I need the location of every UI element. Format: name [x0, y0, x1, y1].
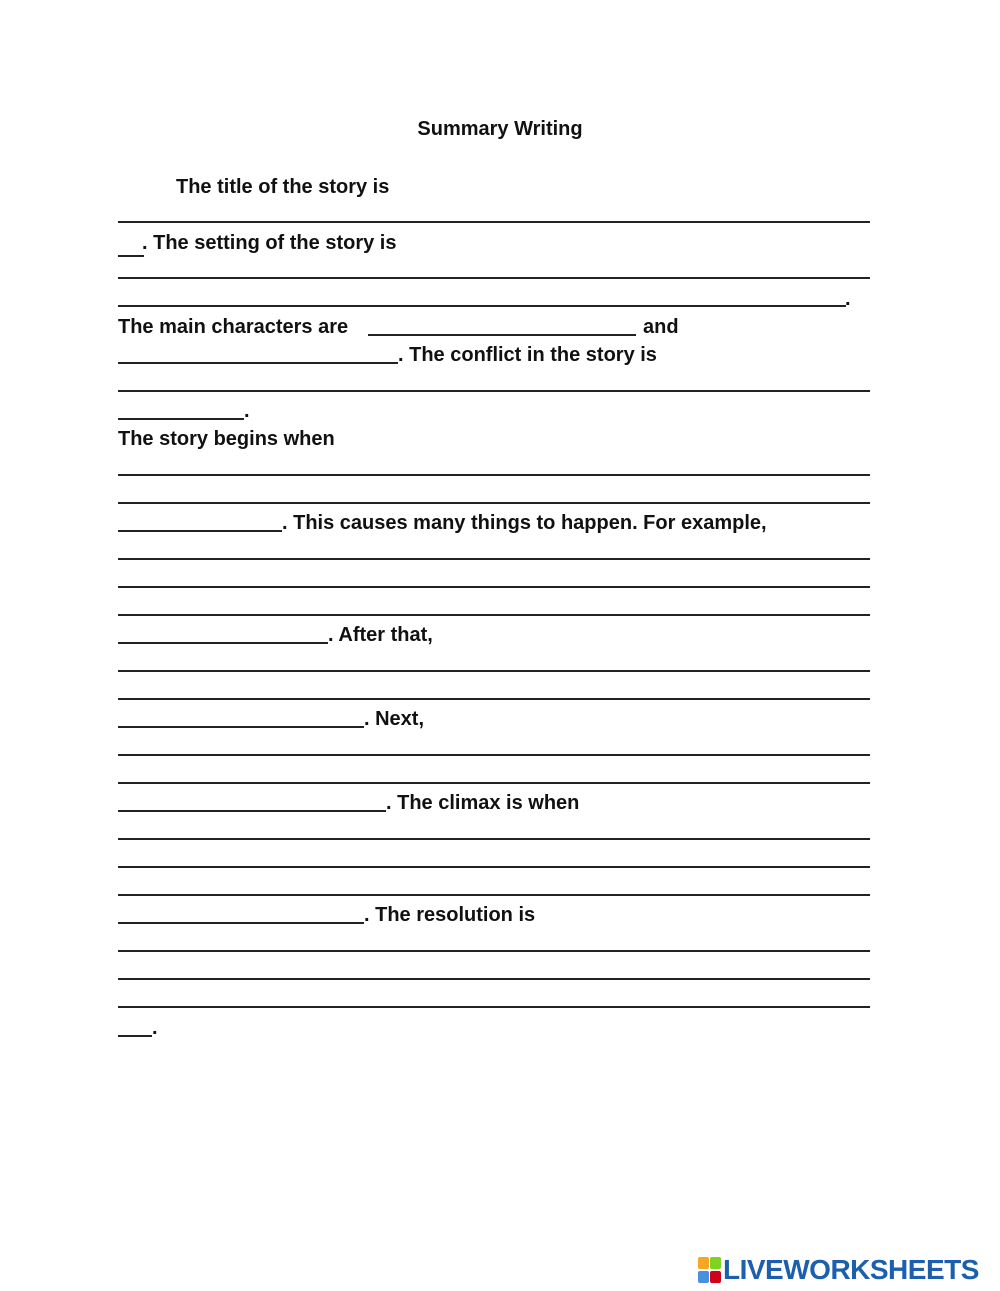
answer-blank[interactable]: [118, 614, 870, 616]
causes-label: . This causes many things to happen. For example,: [282, 512, 767, 534]
answer-blank[interactable]: [118, 782, 870, 784]
answer-blank[interactable]: [118, 754, 870, 756]
answer-blank[interactable]: [118, 362, 398, 364]
logo-wordmark: LIVEWORKSHEETS: [723, 1254, 979, 1285]
answer-blank[interactable]: [118, 950, 870, 952]
answer-blank[interactable]: [118, 922, 364, 924]
answer-blank[interactable]: [118, 1035, 152, 1037]
characters-label: The main characters are: [118, 316, 349, 338]
after-that-label: . After that,: [328, 624, 433, 646]
answer-blank[interactable]: [118, 221, 870, 223]
answer-blank[interactable]: [118, 390, 870, 392]
title-of-story-label: The title of the story is: [176, 176, 390, 198]
setting-label: . The setting of the story is: [142, 232, 397, 254]
conflict-label: . The conflict in the story is: [398, 344, 657, 366]
next-label: . Next,: [364, 708, 425, 730]
answer-blank[interactable]: [118, 558, 870, 560]
answer-blank[interactable]: [118, 1006, 870, 1008]
answer-blank[interactable]: [118, 277, 870, 279]
sentence-period: .: [152, 1017, 158, 1039]
answer-blank[interactable]: [118, 894, 870, 896]
climax-label: . The climax is when: [386, 792, 580, 814]
page-title: Summary Writing: [417, 118, 583, 140]
logo-block-2: [710, 1257, 721, 1269]
answer-blank[interactable]: [118, 474, 870, 476]
begins-label: The story begins when: [118, 428, 335, 450]
answer-blank[interactable]: [118, 255, 144, 257]
answer-blank[interactable]: [118, 670, 870, 672]
answer-blank[interactable]: [118, 838, 870, 840]
sentence-period: .: [244, 400, 250, 422]
answer-blank[interactable]: [118, 530, 282, 532]
resolution-label: . The resolution is: [364, 904, 536, 926]
answer-blank[interactable]: [118, 810, 386, 812]
answer-blank[interactable]: [118, 866, 870, 868]
answer-blank[interactable]: [118, 698, 870, 700]
answer-blank[interactable]: [118, 726, 364, 728]
answer-blank[interactable]: [118, 978, 870, 980]
sentence-period: .: [845, 288, 851, 310]
answer-blank[interactable]: [118, 642, 328, 644]
logo-block-1: [698, 1257, 709, 1269]
answer-blank[interactable]: [118, 586, 870, 588]
answer-blank[interactable]: [118, 418, 244, 420]
liveworksheets-logo-icon: [698, 1255, 722, 1285]
answer-blank[interactable]: [368, 334, 636, 336]
logo-block-4: [710, 1271, 721, 1283]
answer-blank[interactable]: [118, 305, 846, 307]
and-label: and: [643, 316, 679, 338]
logo-block-3: [698, 1271, 709, 1283]
answer-blank[interactable]: [118, 502, 870, 504]
